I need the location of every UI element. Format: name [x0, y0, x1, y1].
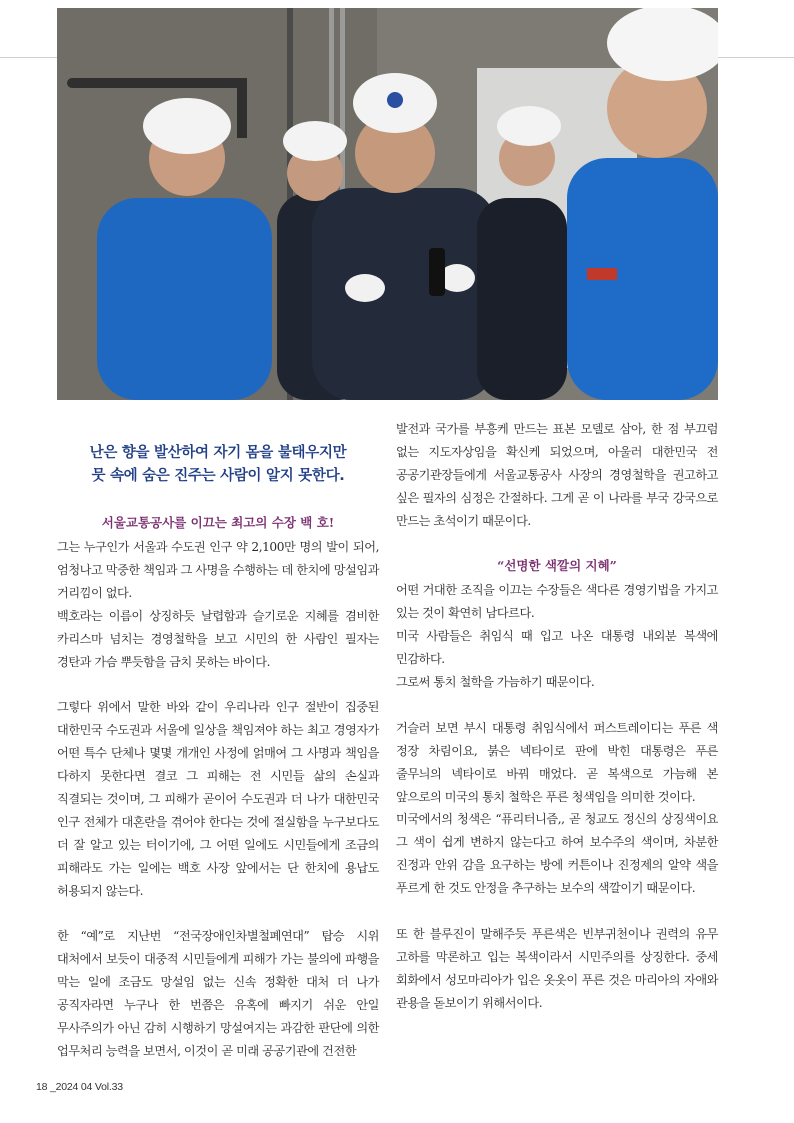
paragraph: 미국 사람들은 취임식 때 입고 나온 대통령 내외분 복색에 민감하다.: [396, 629, 718, 667]
lead-line-2: 뭇 속에 숨은 진주는 사람이 알지 못한다.: [91, 468, 345, 484]
lead-quote: [57, 442, 379, 488]
paragraph: 미국에서의 청색은 “퓨리터니즘,, 곧 청교도 정신의 상징색이요 그 색이 쉽게 변하지 않는다고 하여 보수주의 색이며, 차분한 진정과 안위 감을 요구하는 방에 커튼이나 진정제의 알약 색을 푸르게 한 것도 안정을 추구하는 보수의 색깔이기 때문이다.: [396, 812, 718, 896]
right-column: [396, 418, 718, 1015]
paragraph: 또 한 블루진이 말해주듯 푸른색은 빈부귀천이나 권력의 유무 고하를 막론하고 입는 복색이라서 시민주의를 상징한다. 중세 회화에서 성모마리아가 입은 옷옷이 푸른 것은 마리아의 자애와 관용을 돋보이기 위해서이다.: [396, 926, 718, 1010]
paragraph: 백호라는 이름이 상징하듯 날렵함과 슬기로운 지혜를 겸비한 카리스마 넘치는 경영철학을 보고 시민의 한 사람인 필자는 경탄과 가슴 뿌듯함을 금치 못하는 바이다.: [57, 608, 379, 669]
left-column: [57, 418, 379, 1063]
paragraph: 그로써 통치 철학을 가늠하기 때문이다.: [396, 675, 595, 690]
paragraph: 그는 누구인가 서울과 수도권 인구 약 2,100만 명의 발이 되어, 엄청나고 막중한 책임과 그 사명을 수행하는 데 한치에 망설임과 거리낌이 없다.: [57, 540, 379, 600]
lead-line-1: 난은 향을 발산하여 자기 몸을 불태우지만: [89, 445, 347, 461]
right-subheading: “선명한 색깔의 지혜”: [497, 558, 617, 574]
paragraph: 한 “예”로 지난번 “전국장애인차별철폐연대” 탑승 시위 대처에서 보듯이 대중적 시민들에게 피해가 가는 불의에 파행을 막는 일에 조금도 망설임 없는 신속 정확한 대처 더 나가 공직자라면 누구나 한 번쯤은 유혹에 빠지기 쉬운 안일 무사주의가 아닌 감히 시행하기 망설여지는 과감한 판단에 의한 업무처리 능력을 보면서, 이것이 곧 미래 공공기관에 건전한: [57, 929, 379, 1058]
paragraph: 그렇다 위에서 말한 바와 같이 우리나라 인구 절반이 집중된 대한민국 수도권과 서울에 일상을 책임져야 하는 최고 경영자가 어떤 특수 단체나 몇몇 개개인 사정에 얽매여 그 사명과 책임을 다하지 못한다면 결코 그 피해는 전 시민들 삶의 손실과 직결되는 것이며, 그 피해가 곧이어 수도권과 더 나가 대한민국 인구 전체가 대혼란을 겪어야 한다는 것에 절실함을 누구보다도 더 잘 알고 있는 터이기에, 그 어떤 일에도 시민들에게 조금의 피해라도 가는 일에는 백호 사장 앞에서는 단 한치에 용납도 허용되지 않는다.: [57, 700, 379, 898]
site-inspection-photo: [57, 8, 718, 400]
paragraph: 발전과 국가를 부흥케 만드는 표본 모델로 삼아, 한 점 부끄럼 없는 지도자상임을 확신케 되었으며, 아울러 대한민국 전 공공기관장들에게 서울교통공사 사장의 경영철학을 권고하고 싶은 필자의 심정은 간절하다. 그게 곧 이 나라를 부국 강국으로 만드는 초석이기 때문이다.: [396, 422, 718, 528]
paragraph: 거슬러 보면 부시 대통령 취임식에서 퍼스트레이디는 푸른 색 정장 차림이요, 붉은 넥타이로 판에 박힌 대통령은 푸른 줄무늬의 넥타이로 바꿔 매었다. 곧 복색으로 가늠해 본 앞으로의 미국의 통치 철학은 푸른 청색임을 의미한 것이다.: [396, 720, 718, 804]
page-footer: 18 _2024 04 Vol.33: [36, 1081, 123, 1093]
left-subheading: 서울교통공사를 이끄는 최고의 수장 백 호!: [101, 515, 335, 530]
paragraph: 어떤 거대한 조직을 이끄는 수장들은 색다른 경영기법을 가지고 있는 것이 확연히 남다르다.: [396, 583, 718, 621]
